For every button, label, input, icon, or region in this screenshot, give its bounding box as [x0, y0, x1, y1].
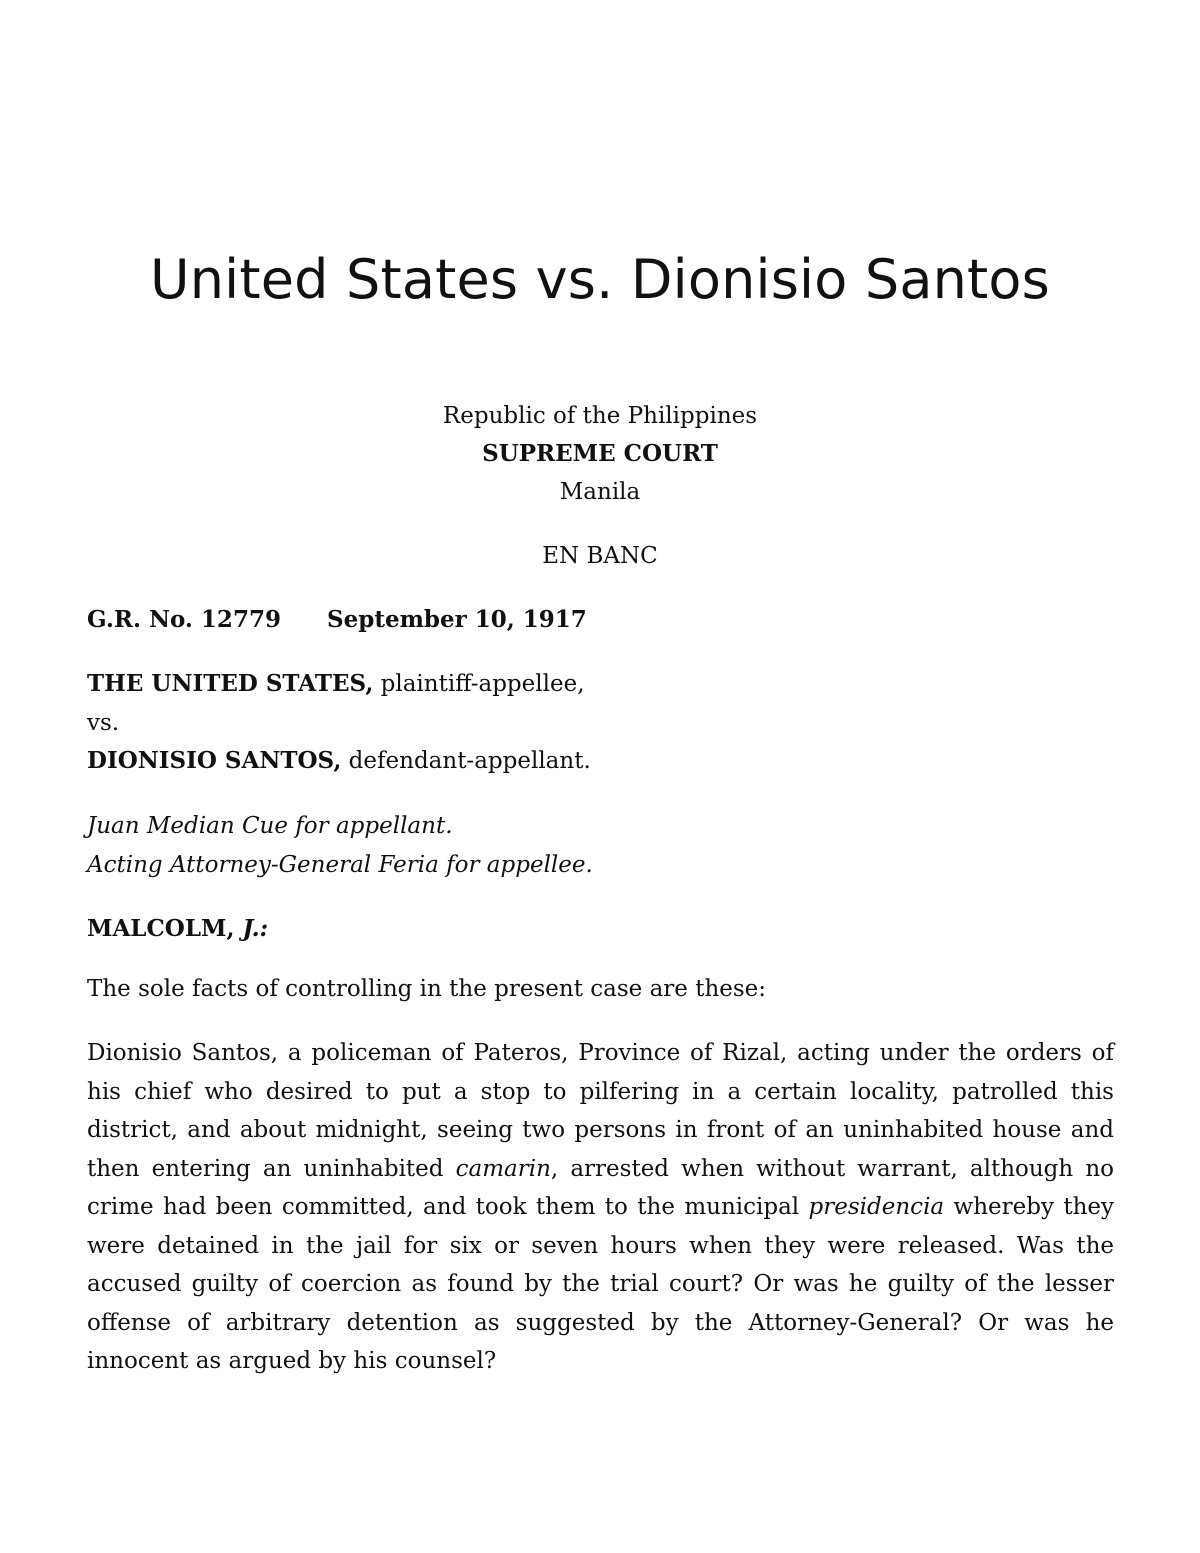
counsel-block: [87, 807, 1114, 884]
plaintiff-role: plaintiff-appellee,: [373, 671, 585, 697]
defendant-name: DIONISIO SANTOS,: [87, 747, 342, 774]
facts-italic-presidencia: presidencia: [808, 1194, 945, 1220]
gr-number: G.R. No. 12779: [87, 606, 281, 633]
facts-text-2: , arrested when without warrant, although no crime had been committed, and took them to the municipal: [87, 1155, 1114, 1220]
ponente-line: [87, 910, 1114, 949]
court-header: [0, 397, 1200, 511]
case-parties: [87, 665, 1114, 781]
division-label: EN BANC: [542, 543, 658, 569]
versus-line: vs.: [87, 709, 120, 736]
ponente-name: MALCOLM,: [87, 915, 243, 942]
case-number-line: [87, 601, 1114, 640]
republic-line: Republic of the Philippines: [442, 403, 758, 429]
facts-paragraph: [87, 1034, 1114, 1381]
appellant-counsel: Juan Median Cue for appellant.: [87, 813, 453, 839]
appellee-counsel: Acting Attorney-General Feria for appellee.: [87, 851, 593, 878]
plaintiff-name: THE UNITED STATES,: [87, 670, 374, 697]
facts-text-3: whereby they were detained in the jail for six or seven hours when they were released. Was the accused guilty of coercion as found by the trial court? Or was he guilty of the lesser offense of arbitrary detention as suggested by the Attorney-General? Or was he innocent as argued by his counsel?: [87, 1194, 1115, 1374]
intro-paragraph: The sole facts of controlling in the present case are these:: [87, 976, 767, 1002]
court-city: Manila: [559, 479, 641, 505]
defendant-role: defendant-appellant.: [341, 748, 591, 774]
decision-date: September 10, 1917: [327, 606, 587, 633]
court-name: SUPREME COURT: [482, 440, 718, 467]
plaintiff-line: [87, 665, 1114, 704]
ponente-title: J.:: [242, 915, 269, 942]
facts-text-1: Dionisio Santos, a policeman of Pateros, Province of Rizal, acting under the orders of his chief who desired to put a stop to pilfering in a certain locality, patrolled this district, and about midnight, seeing two persons in front of an uninhabited house and then entering an uninhabited: [87, 1040, 1114, 1182]
facts-italic-camarin: camarin: [455, 1155, 551, 1182]
document-title: United States vs. Dionisio Santos: [150, 248, 1050, 311]
defendant-line: [87, 742, 1114, 781]
